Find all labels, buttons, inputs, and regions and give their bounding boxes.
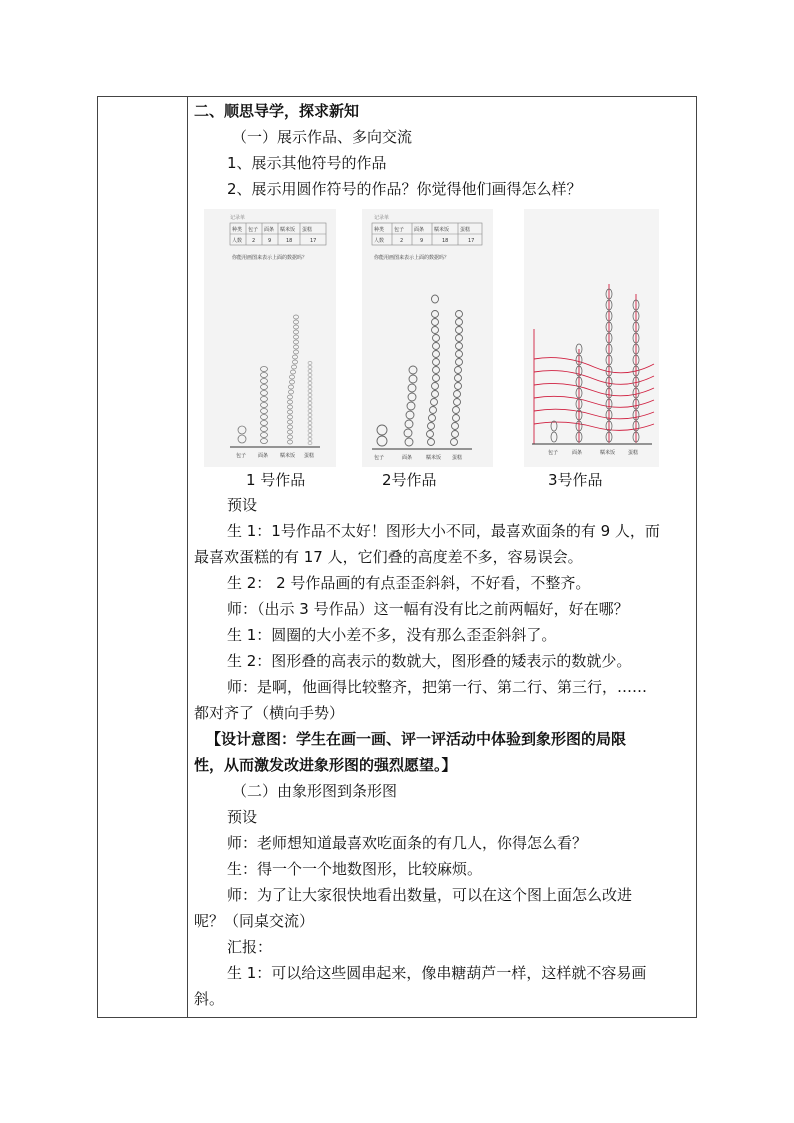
student-1-comment-line-1: 生 1：1号作品不太好！图形大小不同，最喜欢面条的有 9 人，而 xyxy=(227,522,660,540)
svg-text:糯米饭: 糯米饭 xyxy=(280,453,296,459)
student-1-report-line-1: 生 1：可以给这些圆串起来，像串糖葫芦一样，这样就不容易画 xyxy=(227,964,647,982)
svg-text:记录单: 记录单 xyxy=(230,215,246,221)
item-2: 2、展示用圆作符号的作品？你觉得他们画得怎么样？ xyxy=(227,180,582,198)
svg-text:蛋糕: 蛋糕 xyxy=(628,450,639,456)
svg-text:17: 17 xyxy=(310,238,317,244)
svg-text:人数: 人数 xyxy=(374,238,385,244)
design-intent-line-1: 【设计意图：学生在画一画、评一评活动中体验到象形图的局限 xyxy=(206,730,627,748)
work-3-photo xyxy=(524,209,659,467)
caption-work-1: 1 号作品 xyxy=(246,471,306,489)
section-title: 二、顺思导学，探求新知 xyxy=(194,102,360,120)
teacher-question-3-line-1: 师：为了让大家很快地看出数量，可以在这个图上面怎么改进 xyxy=(227,886,633,904)
svg-text:包子: 包子 xyxy=(548,450,559,456)
svg-text:糯米饭: 糯米饭 xyxy=(600,450,616,456)
svg-text:包子: 包子 xyxy=(248,227,259,233)
svg-text:2: 2 xyxy=(400,238,404,244)
svg-text:面条: 面条 xyxy=(414,227,425,233)
svg-text:种类: 种类 xyxy=(374,227,385,233)
teacher-summary-line-2: 都对齐了（横向手势） xyxy=(194,704,345,722)
svg-text:9: 9 xyxy=(420,238,424,244)
svg-text:18: 18 xyxy=(442,238,449,244)
svg-text:记录单: 记录单 xyxy=(374,215,390,221)
svg-text:18: 18 xyxy=(286,238,293,244)
svg-text:面条: 面条 xyxy=(402,455,413,461)
teacher-summary-line-1: 师：是啊，他画得比较整齐，把第一行、第二行、第三行，…… xyxy=(227,678,648,696)
work-2-photo xyxy=(362,209,493,467)
svg-text:蛋糕: 蛋糕 xyxy=(302,227,313,233)
svg-text:蛋糕: 蛋糕 xyxy=(452,455,463,461)
caption-work-3: 3号作品 xyxy=(548,471,603,489)
student-1-comment-line-2: 最喜欢蛋糕的有 17 人，它们叠的高度差不多，容易误会。 xyxy=(194,548,583,566)
svg-text:面条: 面条 xyxy=(572,450,583,456)
preset-label: 预设 xyxy=(227,496,258,514)
caption-work-2: 2号作品 xyxy=(382,471,437,489)
student-answer-3: 生：得一个一个地数图形，比较麻烦。 xyxy=(227,860,483,878)
svg-text:糯米饭: 糯米饭 xyxy=(434,227,450,233)
column-divider xyxy=(187,97,188,1017)
student-1-report-line-2: 斜。 xyxy=(194,990,225,1008)
svg-text:面条: 面条 xyxy=(264,227,275,233)
svg-text:糯米饭: 糯米饭 xyxy=(280,227,296,233)
student-2-answer: 生 2：图形叠的高表示的数就大，图形叠的矮表示的数就少。 xyxy=(227,652,632,670)
student-works xyxy=(194,209,688,467)
work-1-photo xyxy=(204,209,336,467)
design-intent-line-2: 性，从而激发改进象形图的强烈愿望。】 xyxy=(194,756,457,774)
report-label: 汇报： xyxy=(227,938,273,956)
student-1-answer: 生 1：圆圈的大小差不多，没有那么歪歪斜斜了。 xyxy=(227,626,557,644)
student-2-comment: 生 2： 2 号作品画的有点歪歪斜斜，不好看，不整齐。 xyxy=(227,574,591,592)
subsection-1: （一）展示作品、多向交流 xyxy=(232,128,413,146)
svg-text:你能用画图来表示上面的数据吗？: 你能用画图来表示上面的数据吗？ xyxy=(232,255,308,261)
svg-text:蛋糕: 蛋糕 xyxy=(304,453,315,459)
svg-text:糯米饭: 糯米饭 xyxy=(426,455,442,461)
svg-text:包子: 包子 xyxy=(236,453,247,459)
svg-text:17: 17 xyxy=(468,238,475,244)
svg-text:人数: 人数 xyxy=(232,238,243,244)
item-1: 1、展示其他符号的作品 xyxy=(227,154,387,172)
svg-text:蛋糕: 蛋糕 xyxy=(460,227,471,233)
teacher-question: 师：（出示 3 号作品）这一幅有没有比之前两幅好，好在哪？ xyxy=(227,600,629,618)
svg-text:9: 9 xyxy=(268,238,272,244)
preset-label-2: 预设 xyxy=(227,808,258,826)
svg-text:包子: 包子 xyxy=(374,455,385,461)
svg-text:种类: 种类 xyxy=(232,227,243,233)
svg-text:面条: 面条 xyxy=(258,453,269,459)
teacher-question-3-line-2: 呢？（同桌交流） xyxy=(194,912,315,930)
work-captions xyxy=(194,467,688,495)
lesson-content xyxy=(194,101,688,1015)
svg-text:2: 2 xyxy=(252,238,256,244)
teacher-question-2: 师：老师想知道最喜欢吃面条的有几人，你得怎么看？ xyxy=(227,834,588,852)
subsection-2: （二）由象形图到条形图 xyxy=(232,782,398,800)
svg-text:你能用画图来表示上面的数据吗？: 你能用画图来表示上面的数据吗？ xyxy=(374,255,450,261)
lesson-table xyxy=(97,96,697,1018)
svg-text:包子: 包子 xyxy=(394,227,405,233)
